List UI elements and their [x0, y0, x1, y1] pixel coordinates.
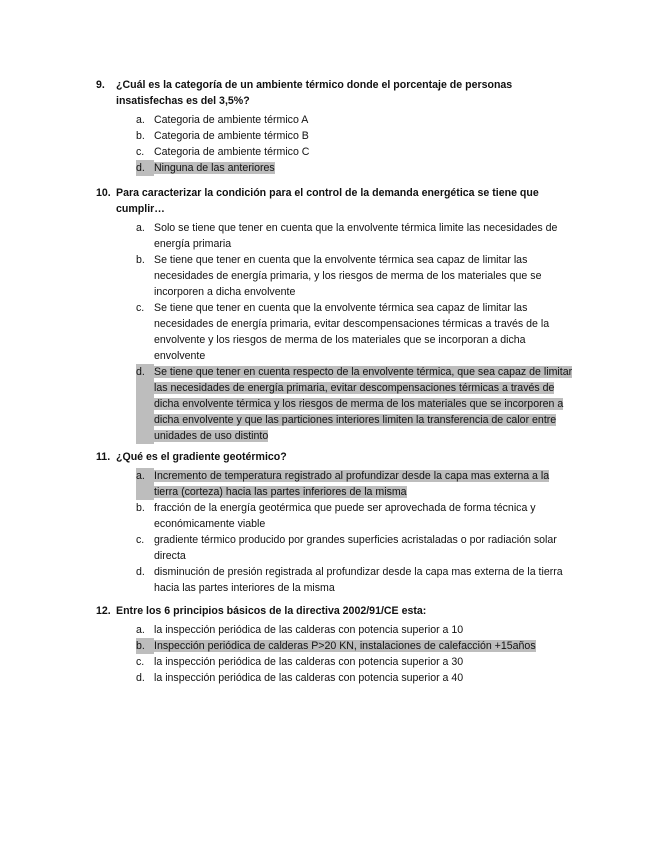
option-text: Se tiene que tener en cuenta respecto de la envolvente térmica, que sea capaz de limitar las necesidades de energía primaria, evitar descompensaciones térmicas a través de dicha envolvente térmica y los riesgos de merma de los materiales que se incorporen a dicha envolvente y que las particiones interiores limiten la transferencia de calor entre unidades de uso distinto	[154, 366, 573, 442]
question-number: 12.	[96, 605, 111, 617]
option-text: Categoria de ambiente térmico B	[154, 130, 309, 142]
option-letter: d.	[136, 160, 154, 176]
option-text: la inspección periódica de las calderas con potencia superior a 10	[154, 624, 464, 636]
option-letter: c.	[136, 146, 145, 158]
option-a-highlighted	[136, 468, 576, 500]
question-12	[96, 603, 576, 686]
option-b	[136, 128, 576, 144]
question-10	[96, 185, 576, 444]
option-letter: c.	[136, 534, 145, 546]
question-9	[96, 77, 576, 176]
option-a	[136, 220, 576, 252]
option-c	[136, 654, 576, 670]
options-list	[96, 468, 576, 596]
option-letter: b.	[136, 502, 145, 514]
option-d	[136, 564, 576, 596]
options-list	[96, 112, 576, 176]
question-text: ¿Qué es el gradiente geotérmico?	[116, 451, 287, 463]
option-d-highlighted	[136, 364, 576, 444]
options-list	[96, 622, 576, 686]
options-list	[96, 220, 576, 444]
option-letter: b.	[136, 254, 145, 266]
option-letter: d.	[136, 364, 154, 444]
option-letter: b.	[136, 638, 154, 654]
question-text: Para caracterizar la condición para el control de la demanda energética se tiene que cumplir…	[116, 187, 539, 215]
question-11	[96, 449, 576, 596]
option-text: Categoria de ambiente térmico C	[154, 146, 310, 158]
option-d-highlighted	[136, 160, 576, 176]
option-letter: b.	[136, 130, 145, 142]
option-d	[136, 670, 576, 686]
option-letter: a.	[136, 222, 145, 234]
option-text: Se tiene que tener en cuenta que la envolvente térmica sea capaz de limitar las necesidades de energía primaria, y los riesgos de merma de los materiales que se incorporen a dicha envolvente	[154, 254, 542, 298]
option-text: Incremento de temperatura registrado al profundizar desde la capa mas externa a la tierra (corteza) hacia las partes inferiores de la misma	[154, 470, 550, 498]
option-text: Ninguna de las anteriores	[154, 162, 275, 174]
question-text: Entre los 6 principios básicos de la directiva 2002/91/CE esta:	[116, 605, 427, 617]
option-b	[136, 252, 576, 300]
question-number: 9.	[96, 79, 105, 91]
option-letter: c.	[136, 302, 145, 314]
option-letter: a.	[136, 114, 145, 126]
question-number: 10.	[96, 187, 111, 199]
option-text: disminución de presión registrada al profundizar desde la capa mas externa de la tierra hacia las partes interiores de la misma	[154, 566, 563, 594]
option-letter: d.	[136, 672, 145, 684]
option-text: Inspección periódica de calderas P>20 KN, instalaciones de calefacción +15años	[154, 640, 536, 652]
option-letter: a.	[136, 624, 145, 636]
option-letter: a.	[136, 468, 154, 500]
option-text: Solo se tiene que tener en cuenta que la envolvente térmica limite las necesidades de energía primaria	[154, 222, 558, 250]
option-text: fracción de la energía geotérmica que puede ser aprovechada de forma técnica y económicamente viable	[154, 502, 536, 530]
option-c	[136, 144, 576, 160]
option-text: Categoria de ambiente térmico A	[154, 114, 309, 126]
question-number: 11.	[96, 451, 111, 463]
option-c	[136, 532, 576, 564]
question-text: ¿Cuál es la categoría de un ambiente térmico donde el porcentaje de personas insatisfechas es del 3,5%?	[116, 79, 513, 107]
option-c	[136, 300, 576, 364]
option-letter: d.	[136, 566, 145, 578]
option-text: gradiente térmico producido por grandes superficies acristaladas o por radiación solar directa	[154, 534, 557, 562]
option-a	[136, 112, 576, 128]
option-b	[136, 500, 576, 532]
option-letter: c.	[136, 656, 145, 668]
option-text: la inspección periódica de las calderas con potencia superior a 40	[154, 672, 464, 684]
option-text: Se tiene que tener en cuenta que la envolvente térmica sea capaz de limitar las necesidades de energía primaria, evitar descompensaciones térmicas a través de la envolvente y los riesgos de merma de los materiales que se incorporan a dicha envolvente	[154, 302, 550, 362]
option-b-highlighted	[136, 638, 576, 654]
option-a	[136, 622, 576, 638]
option-text: la inspección periódica de las calderas con potencia superior a 30	[154, 656, 464, 668]
